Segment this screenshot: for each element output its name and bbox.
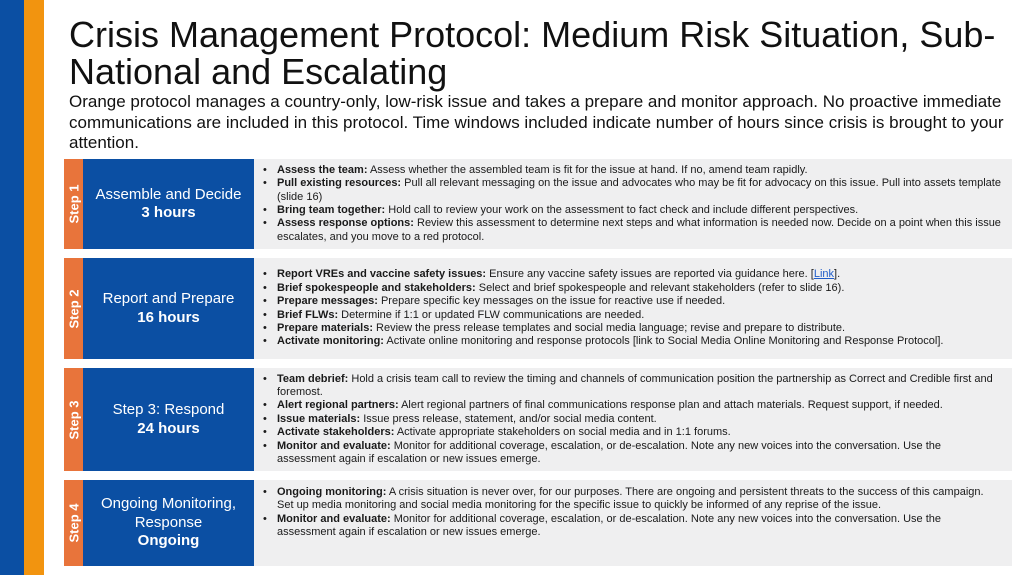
- step-1-tab: [64, 159, 83, 249]
- bullet: [277, 177, 1002, 204]
- step-4-bullets: [262, 486, 1002, 540]
- step-1-bullets: [262, 164, 1002, 244]
- step-4-tab: [64, 480, 83, 566]
- bullet-heading: Bring team together:: [277, 204, 386, 216]
- bullet-heading: Ongoing monitoring:: [277, 486, 387, 498]
- bullet: [277, 335, 943, 348]
- step-1-body: [254, 159, 1012, 249]
- left-accent-bar-blue: [0, 0, 24, 575]
- bullet: [277, 486, 1002, 513]
- bullet: [277, 373, 1002, 400]
- bullet-heading: Prepare messages:: [277, 295, 378, 308]
- bullet: [277, 399, 1002, 412]
- bullet-heading: Activate stakeholders:: [277, 426, 395, 439]
- step-2-title: Report and Prepare: [102, 290, 235, 307]
- bullet-text: Review the press release templates and social media language; revise and prepare to distribute.: [373, 321, 846, 334]
- bullet-text: Determine if 1:1 or updated FLW communications are needed.: [338, 308, 645, 321]
- bullet: [277, 164, 1002, 177]
- step-2-bullets: [262, 268, 943, 348]
- step-1-header: [83, 159, 254, 249]
- step-4-header: [83, 480, 254, 566]
- bullet-text: Assess whether the assembled team is fit for the issue at hand. If no, amend team rapidly.: [367, 163, 808, 176]
- bullet-text: Activate online monitoring and response protocols [link to Social Media Online Monitoring and Response Protocol].: [383, 335, 944, 348]
- step-3-tab-label: Step 3: [66, 399, 81, 440]
- bullet: [277, 413, 1002, 426]
- bullet-heading: Monitor and evaluate:: [277, 439, 391, 452]
- bullet-text: Prepare specific key messages on the issue for reactive use if needed.: [377, 295, 726, 308]
- step-2-tab-label: Step 2: [66, 288, 81, 329]
- bullet-text: Activate appropriate stakeholders on social media and in 1:1 forums.: [394, 426, 731, 439]
- step-4-body: [254, 480, 1012, 566]
- bullet: [277, 440, 1002, 467]
- step-3-header: [83, 368, 254, 471]
- bullet-text-end: ].: [834, 268, 841, 281]
- step-3-bullets: [262, 373, 1002, 467]
- step-3-tab: [64, 368, 83, 471]
- step-4-row: [64, 480, 1012, 566]
- step-2-row: [64, 258, 1012, 359]
- bullet-heading: Report VREs and vaccine safety issues:: [277, 268, 487, 281]
- step-3-title: Step 3: Respond: [112, 401, 225, 418]
- step-4-title: Ongoing Monitoring, Response: [100, 495, 237, 531]
- page-subtitle: Orange protocol manages a country-only, low-risk issue and takes a prepare and monitor approach. No proactive immediate communications are included in this protocol. Time windows included indicate number of hours since crisis is brought to your attention.: [69, 92, 1004, 152]
- bullet-heading: Alert regional partners:: [277, 399, 399, 412]
- bullet: [277, 217, 1002, 244]
- bullet-text: Monitor for additional coverage, escalation, or de-escalation. Note any new voices into the conversation. Use the assessment again if escalation or new issues emerge.: [277, 439, 941, 466]
- step-2-hours: 16 hours: [137, 308, 200, 326]
- bullet-heading: Pull existing resources:: [277, 177, 402, 190]
- bullet: [277, 513, 1002, 540]
- step-1-row: [64, 159, 1012, 249]
- bullet-text: Monitor for additional coverage, escalation, or de-escalation. Note any new voices into the conversation. Use the assessment again if escalation or new issues emerge.: [277, 512, 941, 539]
- bullet-heading: Monitor and evaluate:: [277, 512, 391, 525]
- bullet: [277, 268, 943, 281]
- bullet-text: Hold a crisis team call to review the timing and channels of communication position the partnership as Correct and Credible first and foremost.: [277, 372, 993, 398]
- bullet-text: Review this assessment to determine next steps and what information is needed now. Decide on a point when this issue escalates, and you move to a red protocol.: [277, 217, 1001, 243]
- bullet-text: Hold call to review your work on the assessment to fact check and include different perspectives.: [385, 204, 859, 216]
- bullet-heading: Brief FLWs:: [277, 308, 339, 321]
- bullet: [277, 426, 1002, 439]
- step-3-hours: 24 hours: [137, 419, 200, 437]
- bullet-heading: Team debrief:: [277, 372, 349, 385]
- bullet-heading: Brief spokespeople and stakeholders:: [277, 281, 476, 294]
- bullet-text: Issue press release, statement, and/or social media content.: [360, 412, 657, 425]
- bullet-heading: Prepare materials:: [277, 321, 373, 334]
- step-1-title: Assemble and Decide: [95, 185, 242, 203]
- step-2-tab: [64, 258, 83, 359]
- step-3-body: [254, 368, 1012, 471]
- bullet-text: Alert regional partners of final communications response plan and attach materials. Request support, if needed.: [398, 399, 943, 412]
- bullet-text: Pull all relevant messaging on the issue and advocates who may be fit for advocacy on this issue. Pull into assets template (slide 16): [277, 177, 1001, 203]
- step-1-tab-label: Step 1: [66, 184, 81, 224]
- bullet-heading: Assess response options:: [277, 217, 414, 230]
- bullet-text: Ensure any vaccine safety issues are reported via guidance here. [: [486, 268, 814, 281]
- step-2-header: [83, 258, 254, 359]
- step-4-tab-label: Step 4: [66, 503, 81, 543]
- bullet-heading: Assess the team:: [277, 163, 368, 176]
- bullet-text: A crisis situation is never over, for our purposes. There are ongoing and persistent threats to the success of this campaign. Set up media monitoring and social media monitoring for the specific issue to quickly be informed of any reprise of the issue.: [277, 486, 984, 512]
- step-3-row: [64, 368, 1012, 471]
- step-4-hours: Ongoing: [137, 532, 200, 550]
- page-title: Crisis Management Protocol: Medium Risk Situation, Sub-National and Escalating: [69, 14, 996, 92]
- bullet-heading: Activate monitoring:: [277, 335, 384, 348]
- step-2-body: [254, 258, 1012, 359]
- bullet: [277, 282, 943, 295]
- bullet-heading: Issue materials:: [277, 412, 361, 425]
- bullet-text: Select and brief spokespeople and relevant stakeholders (refer to slide 16).: [475, 281, 845, 294]
- bullet: [277, 204, 1002, 217]
- bullet: [277, 295, 943, 308]
- left-accent-bar-orange: [24, 0, 44, 575]
- bullet: [277, 309, 943, 322]
- bullet: [277, 322, 943, 335]
- guidance-link[interactable]: Link: [813, 268, 835, 281]
- step-1-hours: 3 hours: [141, 204, 196, 221]
